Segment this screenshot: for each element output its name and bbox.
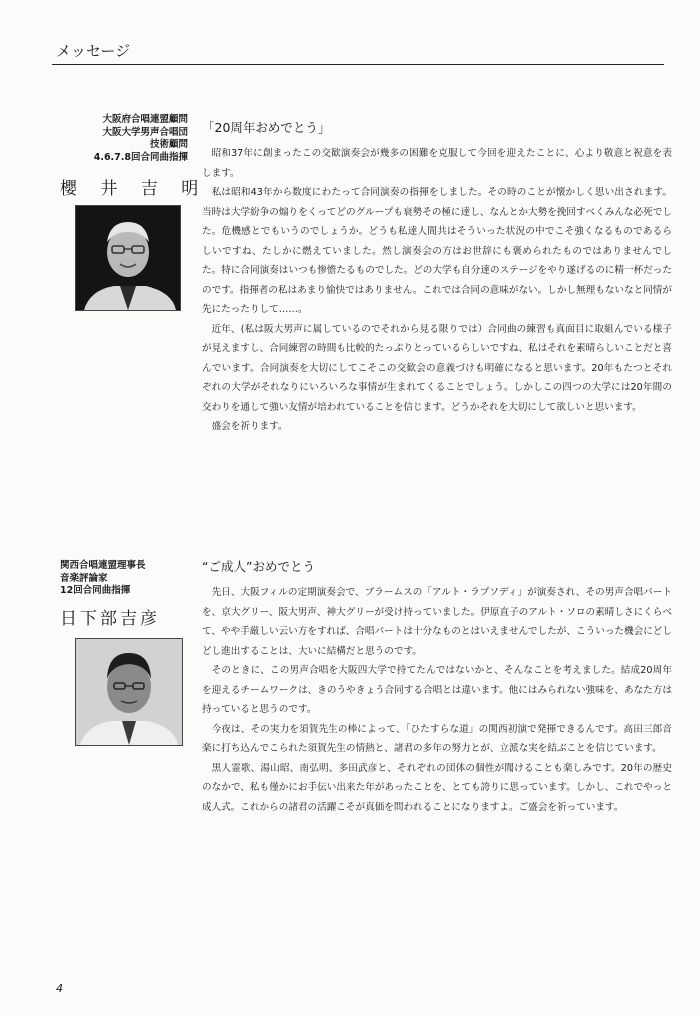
author-role: 技術顧問 (149, 139, 188, 150)
author-role: 4.6.7.8回合同曲指揮 (93, 151, 188, 163)
author-roles-1 (60, 114, 188, 164)
paragraph: 近年、(私は阪大男声に属しているのでそれから見る限りでは）合同曲の練習も真面目に取組んでいる様子が見えますし、合同練習の時間も比較的たっぷりとっているらしいですね、私はそれを素晴らしいことだと喜んでいます。合同演奏を大切にしてこそこの交歓会の意義づけも明確になると思います。20年もたつとそれぞれの大学がそれなりにいろいろな事情が生まれてくることでしょう。しかしこの四つの大学には20年間の交わりを通して強い友情が培われていることを信じます。どうかそれを大切にして欲しいと思います。 (202, 323, 672, 413)
message-title-1: 「20周年おめでとう」 (202, 120, 331, 135)
paragraph: 昭和37年に創まったこの交歓演奏会が幾多の困難を克服して今回を迎えたことに、心より敬意と祝意を表します。 (202, 148, 672, 179)
paragraph: 今夜は、その実力を須賀先生の棒によって、「ひたすらな道」の関西初演で発揮できるんです。高田三郎音楽に打ち込んでこられた須賀先生の情熱と、諸君の多年の努力とが、立派な実を結ぶことを信じています。 (202, 723, 672, 754)
paragraph: 黒人霊歌、湯山昭、南弘明、多田武彦と、それぞれの団体の個性が聞けることも楽しみです。20年の歴史のなかで、私も僅かにお手伝い出来た年があったことを、とても誇りに思っています。しかし、これでやっと成人式。これからの諸君の活躍こそが真価を問われることになりますよ。ご盛会を祈っています。 (202, 762, 672, 813)
author-block-1 (60, 114, 208, 199)
paragraph: 私は昭和43年から数度にわたって合同演奏の指揮をしました。その時のことが懐かしく思い出されます。当時は大学紛争の煽りをくってどのグループも衰勢その極に達し、なんとか大勢を挽回すべくみんな必死でした。危機感とでもいうのでしょうか。どうも私達人間共はそういった状況の中でこそ強くなるものであるらしいですね、たしかに燃えていました。然し演奏会の方はお世辞にも褒められたものではありませんでした。特に合同演奏はいつも惨憺たるものでした。どの大学も自分達のステージをやり遂げるのに精一杯だったのです。指揮者の私はあまり愉快ではありません。これでは合同の意味がない。しかし無理もないなと同情が先にたったりして……。 (202, 187, 672, 315)
paragraph: そのときに、この男声合唱を大阪四大学で持てたんではないかと、そんなことを考えました。結成20周年を迎えるチームワークは、きのうやきょう合同する合唱とは違います。他にはみられない強味を、あなた方は持っていると思うのです。 (202, 665, 672, 715)
author-name-2: 日下部吉彦 (60, 608, 160, 629)
author-name-1: 櫻 井 吉 明 (60, 179, 208, 199)
page-header (52, 38, 664, 65)
author-block-2 (60, 560, 188, 629)
page-number: 4 (56, 982, 63, 995)
author-role: 大阪大学男声合唱団 (102, 126, 188, 138)
page-title: メッセージ (56, 42, 131, 60)
author-role: 大阪府合唱連盟顧問 (102, 114, 188, 125)
message-body-2 (202, 557, 672, 817)
paragraph: 先日、大阪フィルの定期演奏会で、ブラームスの「アルト・ラプソディ」が演奏され、その男声合唱パートを、京大グリー、阪大男声、神大グリーが受け持っていました。伊原直子のアルト・ソロの素晴しさにくらべて、やや手厳しい云い方をすれば、合唱パートは十分なものとはいえませんでしたが、こういった機会にどしどし進出することは、大いに結構だと思うのです。 (202, 587, 672, 657)
author-roles-2 (60, 560, 188, 598)
message-title-2: “ご成人”おめでとう (202, 559, 315, 574)
author-role: 関西合唱連盟理事長 (60, 560, 146, 571)
author-photo-2 (75, 638, 183, 746)
paragraph: 盛会を祈ります。 (211, 421, 288, 432)
author-photo-1 (75, 205, 181, 311)
message-body-1 (202, 118, 672, 437)
author-role: 12回合同曲指揮 (60, 585, 131, 596)
author-role: 音楽評論家 (60, 572, 108, 584)
